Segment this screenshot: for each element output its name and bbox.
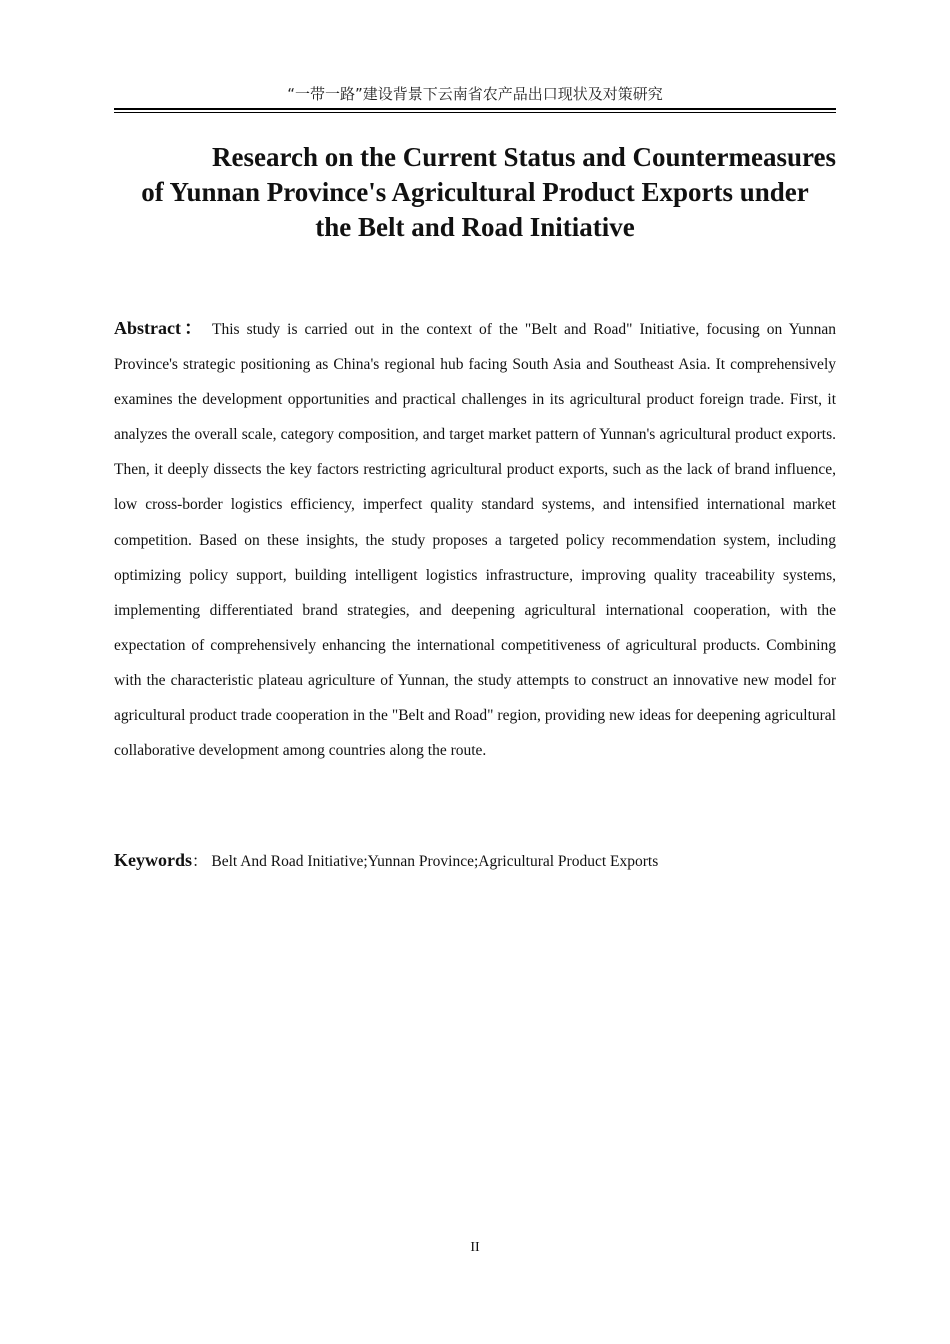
abstract-label: Abstract： — [114, 318, 206, 338]
abstract-text: This study is carried out in the context of the "Belt and Road" Initiative, focusing on Yunnan Province's strategic positioning as China's regional hub facing South Asia and Southeast Asia. It comprehensively examines the development opportunities and practical challenges in its agricultural product foreign trade. First, it analyzes the overall scale, category composition, and target market pattern of Yunnan's agricultural product exports. Then, it deeply dissects the key factors restricting agricultural product exports, such as the lack of brand influence, low cross-border logistics efficiency, imperfect quality standard systems, and intensified international market competition. Based on these insights, the study proposes a targeted policy recommendation system, including optimizing policy support, building intelligent logistics infrastructure, improving quality traceability systems, implementing differentiated brand strategies, and deepening agricultural international cooperation, with the expectation of comprehensively enhancing the international competitiveness of agricultural products. Combining with the characteristic plateau agriculture of Yunnan, the study attempts to construct an innovative new model for agricultural product trade cooperation in the "Belt and Road" region, providing new ideas for deepening agricultural collaborative development among countries along the route. — [114, 321, 836, 760]
running-header: “一带一路”建设背景下云南省农产品出口现状及对策研究 — [287, 85, 663, 103]
title-line-2: of Yunnan Province's Agricultural Product Exports under — [141, 177, 809, 207]
title-line-3: the Belt and Road Initiative — [315, 212, 635, 242]
header-double-rule — [114, 108, 836, 113]
title-line-1: Research on the Current Status and Countermeasures — [212, 142, 836, 172]
keywords-paragraph — [114, 846, 836, 876]
keywords-text: Belt And Road Initiative;Yunnan Province;Agricultural Product Exports — [211, 853, 659, 870]
abstract-paragraph — [114, 311, 836, 768]
paper-title — [114, 140, 836, 245]
page-number: II — [470, 1240, 480, 1255]
keywords-label: Keywords — [114, 850, 192, 870]
keywords-separator: ： — [192, 853, 208, 870]
